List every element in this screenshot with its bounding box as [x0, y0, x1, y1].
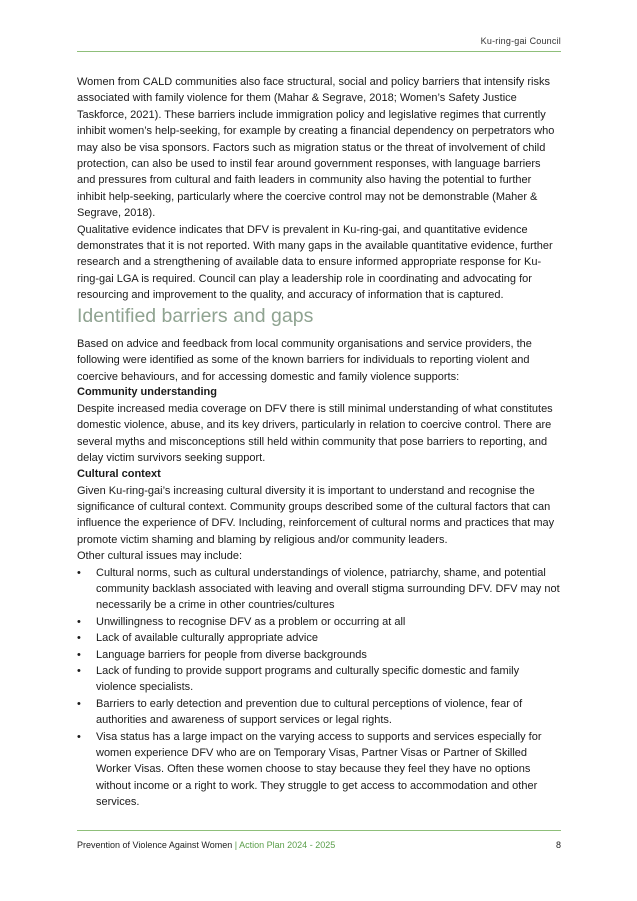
- list-item: • Language barriers for people from diverse backgrounds: [77, 647, 561, 663]
- paragraph-cultural-context: Given Ku-ring-gai’s increasing cultural diversity it is important to understand and recognise the significance of cultural context. Community groups described some of the cultural factors that can influence the experience of DFV. Including, reinforcement of cultural norms and practices that may promote victim shaming and blaming by religious and/or community leaders.: [77, 484, 555, 546]
- subheading-cultural-context: Cultural context: [77, 467, 161, 480]
- paragraph-other-issues-intro: Other cultural issues may include:: [77, 550, 243, 563]
- paragraph-barriers-intro: Based on advice and feedback from local community organisations and service providers, the following were identified as some of the known barriers for individuals to reporting violent and coercive behaviours, and for accessing domestic and family violence supports:: [77, 337, 532, 383]
- footer-plan-label: Action Plan 2024 - 2025: [239, 840, 336, 850]
- cultural-issues-list: [77, 565, 561, 811]
- paragraph-community-understanding: Despite increased media coverage on DFV there is still minimal understanding of what constitutes domestic violence, abuse, and its key drivers, particularly in relation to coercive control. There are several myths and misconceptions still held within community that pose barriers to reporting, and delay victim survivors seeking support.: [77, 402, 553, 465]
- list-item: • Barriers to early detection and prevention due to cultural perceptions of violence, fear of authorities and awareness of support services or legal rights.: [77, 696, 561, 729]
- page-content: [77, 74, 561, 811]
- subheading-community-understanding: Community understanding: [77, 385, 217, 398]
- paragraph-qualitative-evidence: Qualitative evidence indicates that DFV is prevalent in Ku-ring-gai, and quantitative evidence demonstrates that it is not reported. With many gaps in the available quantitative evidence, further research and a strengthening of available data to ensure informed appropriate response for Ku-ring-gai LGA is required. Council can play a leadership role in coordinating and advocating for resourcing and improvement to the quality, and accuracy of information that is captured.: [77, 223, 553, 302]
- list-item: • Lack of funding to provide support programs and culturally specific domestic and family violence specialists.: [77, 663, 561, 696]
- header-divider: [77, 51, 561, 52]
- footer-divider: [77, 830, 561, 831]
- footer-doc-title: Prevention of Violence Against Women: [77, 840, 233, 850]
- list-item: • Cultural norms, such as cultural understandings of violence, patriarchy, shame, and potential community backlash associated with leaving and overall stigma surrounding DFV. DFV may not necessarily be a crime in other countries/cultures: [77, 565, 561, 614]
- page-number: 8: [555, 840, 561, 850]
- list-item: • Lack of available culturally appropriate advice: [77, 630, 561, 646]
- list-item: • Visa status has a large impact on the varying access to supports and services especially for women experience DFV who are on Temporary Visas, Partner Visas or Partner of Skilled Worker Visas. Often these women choose to stay because they feel they have no options without income or a right to work. They struggle to get access to accommodation and other services.: [77, 729, 561, 811]
- section-heading-barriers-gaps: Identified barriers and gaps: [77, 304, 314, 327]
- list-item: • Unwillingness to recognise DFV as a problem or occurring at all: [77, 614, 561, 630]
- footer-document-title: [77, 840, 335, 850]
- footer-separator: |: [234, 840, 238, 850]
- paragraph-cald-barriers: Women from CALD communities also face structural, social and policy barriers that intensify risks associated with family violence for them (Mahar & Segrave, 2018; Women’s Safety Justice Taskforce, 2021). These barriers include immigration policy and legislative regimes that currently inhibit women’s help-seeking, for example by creating a financial dependency on perpetrators who may also be visa sponsors. Factors such as migration status or the threat of involvement of child protection, can also be used to instil fear around government responses, with language barriers and pressures from cultural and faith leaders in community also having the potential to further inhibit help-seeking, particularly where the coercive control may not be demonstrable (Maher & Segrave, 2018).: [77, 76, 555, 220]
- header-council-name: Ku-ring-gai Council: [480, 36, 561, 46]
